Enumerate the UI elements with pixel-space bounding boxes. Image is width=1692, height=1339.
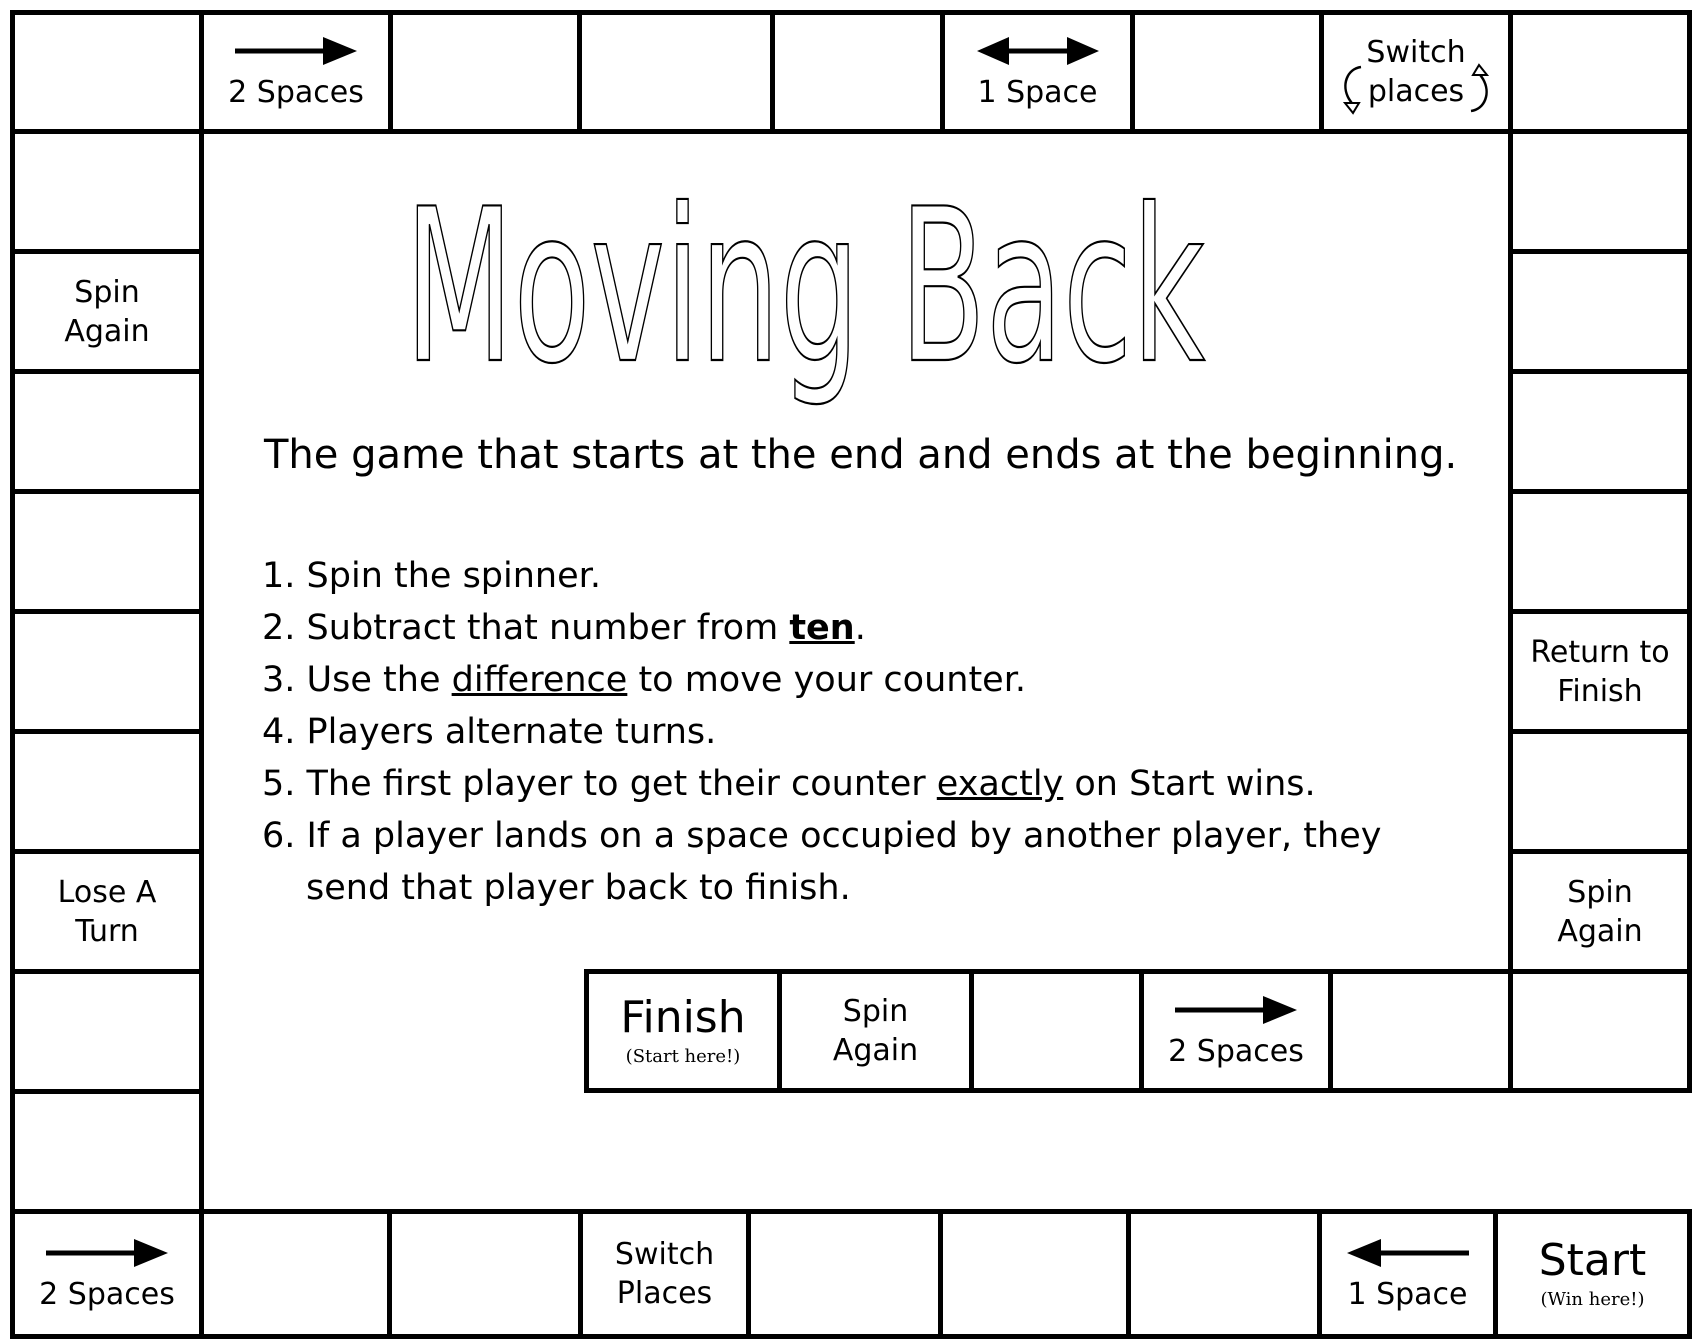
space-sublabel: (Win here!) <box>1540 1288 1645 1310</box>
rule-item <box>262 550 1462 602</box>
rule-text: If a player lands on a space occupied by another player, they <box>306 816 1382 856</box>
space-label: Switch places <box>1366 35 1466 109</box>
board-space-left-5[interactable] <box>10 609 204 734</box>
game-title <box>380 163 1230 425</box>
board-space-left-9[interactable] <box>10 1089 204 1214</box>
board-space-left-4[interactable] <box>10 489 204 614</box>
rule-number: 4. <box>262 712 296 752</box>
rule-item <box>262 758 1462 810</box>
board-space-inner-6[interactable] <box>1508 969 1692 1093</box>
rule-emphasis: ten <box>789 608 855 648</box>
space-label: 2 Spaces <box>39 1276 175 1312</box>
space-label: Spin Again <box>832 994 919 1068</box>
board-space-right-3[interactable] <box>1508 369 1692 494</box>
swap-arrows-icon <box>1331 59 1501 119</box>
board-space-left-2[interactable] <box>10 249 204 374</box>
board-space-bottom-1[interactable] <box>10 1209 204 1339</box>
board-space-bottom-3[interactable] <box>387 1209 583 1339</box>
board-space-inner-3[interactable] <box>969 969 1144 1093</box>
board-space-top-7[interactable] <box>1130 10 1324 134</box>
board-space-bottom-4[interactable] <box>578 1209 751 1339</box>
board-space-bottom-8[interactable] <box>1317 1209 1498 1339</box>
space-sublabel: (Start here!) <box>625 1045 741 1067</box>
rule-continuation: send that player back to finish. <box>306 868 851 908</box>
board-space-top-4[interactable] <box>577 10 775 134</box>
rule-number: 2. <box>262 608 296 648</box>
space-label: Lose A Turn <box>57 874 157 949</box>
board-space-top-6[interactable] <box>940 10 1135 134</box>
rule-text: Spin the spinner. <box>306 556 601 596</box>
board-space-inner-2[interactable] <box>777 969 974 1093</box>
game-title-text: Moving Back <box>405 163 1206 410</box>
board-space-left-8[interactable] <box>10 969 204 1094</box>
rule-item <box>262 654 1462 706</box>
board-space-bottom-7[interactable] <box>1126 1209 1322 1339</box>
space-label: 1 Space <box>1347 1276 1468 1312</box>
board-space-top-3[interactable] <box>388 10 582 134</box>
board-space-right-1[interactable] <box>1508 129 1692 254</box>
board-space-left-3[interactable] <box>10 369 204 494</box>
board-space-top-5[interactable] <box>770 10 945 134</box>
rule-text: . <box>854 608 866 648</box>
rule-emphasis: exactly <box>936 764 1064 804</box>
rule-text: on Start wins. <box>1063 764 1316 804</box>
board-space-top-2[interactable] <box>199 10 393 134</box>
rule-item <box>262 706 1462 758</box>
arrow-right-icon <box>1171 992 1301 1028</box>
board-space-right-5[interactable] <box>1508 609 1692 734</box>
rule-text: Use the <box>306 660 452 700</box>
board-space-right-6[interactable] <box>1508 729 1692 854</box>
rule-text: Subtract that number from <box>306 608 790 648</box>
board-space-top-1[interactable] <box>10 10 204 134</box>
board-space-top-9[interactable] <box>1508 10 1692 134</box>
rule-text: to move your counter. <box>627 660 1026 700</box>
space-label: 2 Spaces <box>228 74 364 110</box>
rule-number: 1. <box>262 556 296 596</box>
arrow-right-icon <box>231 33 361 69</box>
board-space-right-4[interactable] <box>1508 489 1692 614</box>
board-space-left-6[interactable] <box>10 729 204 854</box>
board-space-bottom-9[interactable] <box>1493 1209 1692 1339</box>
space-label: Finish <box>620 992 746 1044</box>
rule-number: 6. <box>262 816 296 856</box>
arrow-right-icon <box>42 1235 172 1271</box>
board-space-top-8[interactable] <box>1319 10 1513 134</box>
board-space-left-7[interactable] <box>10 849 204 974</box>
rule-emphasis: difference <box>451 660 628 700</box>
space-label: Return to Finish <box>1530 634 1670 709</box>
rule-item <box>262 810 1462 862</box>
arrow-left-icon <box>1343 1235 1473 1271</box>
board-space-bottom-2[interactable] <box>199 1209 392 1339</box>
rule-number: 3. <box>262 660 296 700</box>
board-space-left-1[interactable] <box>10 129 204 254</box>
space-label: Switch Places <box>614 1237 715 1311</box>
game-tagline: The game that starts at the end and ends at the beginning. <box>264 432 1458 478</box>
rule-text: The first player to get their counter <box>306 764 937 804</box>
space-label: 1 Space <box>977 74 1098 110</box>
rules-list <box>262 550 1462 914</box>
space-label: Spin Again <box>64 274 150 349</box>
space-label: Spin Again <box>1557 874 1643 949</box>
board-space-inner-1[interactable] <box>584 969 782 1093</box>
rule-item <box>262 602 1462 654</box>
board-space-right-7[interactable] <box>1508 849 1692 974</box>
board-space-inner-4[interactable] <box>1139 969 1333 1093</box>
board-space-bottom-5[interactable] <box>746 1209 943 1339</box>
rule-text: Players alternate turns. <box>306 712 717 752</box>
board-space-right-2[interactable] <box>1508 249 1692 374</box>
board-space-bottom-6[interactable] <box>938 1209 1131 1339</box>
arrow-both-icon <box>973 33 1103 69</box>
rule-number: 5. <box>262 764 296 804</box>
board-space-inner-5[interactable] <box>1328 969 1513 1093</box>
space-label: Start <box>1538 1235 1647 1287</box>
space-label: 2 Spaces <box>1168 1033 1304 1069</box>
